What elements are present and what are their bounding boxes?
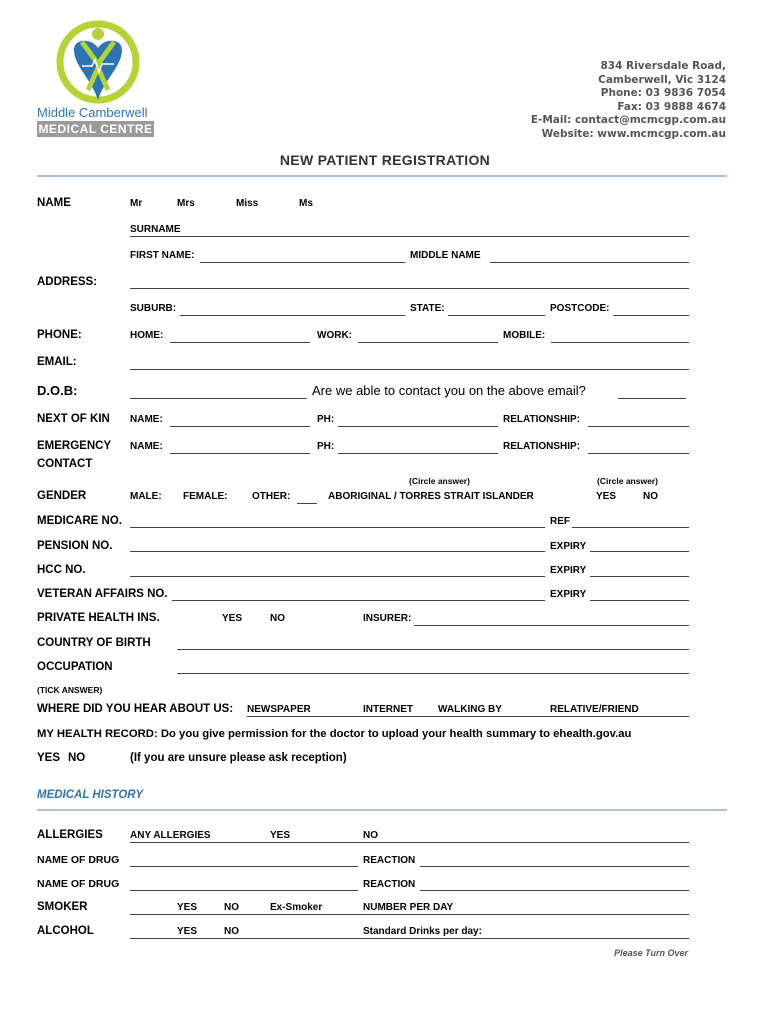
- clinic-address-block: [531, 60, 726, 141]
- allergies-no[interactable]: NO: [363, 830, 378, 841]
- country-of-birth-field[interactable]: [177, 649, 689, 650]
- country-of-birth-label: COUNTRY OF BIRTH: [37, 637, 151, 649]
- nok-name-label: NAME:: [130, 414, 163, 425]
- medicare-label: MEDICARE NO.: [37, 515, 122, 527]
- mobile-field[interactable]: [551, 342, 689, 343]
- nok-name-field[interactable]: [170, 426, 310, 427]
- hcc-field[interactable]: [130, 576, 545, 577]
- private-health-no[interactable]: NO: [270, 613, 285, 624]
- title-mr[interactable]: Mr: [130, 198, 143, 209]
- drug-name-field-2[interactable]: [130, 890, 358, 891]
- any-allergies-label: ANY ALLERGIES: [130, 830, 211, 841]
- reaction-label-1: REACTION: [363, 855, 416, 866]
- address-line1: 834 Riversdale Road,: [600, 60, 726, 72]
- hcc-label: HCC NO.: [37, 564, 86, 576]
- circle-answer-note-2: (Circle answer): [597, 476, 658, 486]
- address-label: ADDRESS:: [37, 276, 98, 288]
- drug-name-label-1: NAME OF DRUG: [37, 854, 120, 866]
- pension-expiry-field[interactable]: [590, 551, 689, 552]
- aboriginal-label: ABORIGINAL / TORRES STRAIT ISLANDER: [328, 491, 534, 502]
- clinic-fax: Fax: 03 9888 4674: [617, 100, 726, 113]
- please-turn-over: Please Turn Over: [614, 948, 688, 958]
- state-field[interactable]: [448, 315, 545, 316]
- nok-relationship-label: RELATIONSHIP:: [503, 414, 581, 425]
- home-phone-field[interactable]: [170, 342, 310, 343]
- where-hear-rule: [247, 716, 689, 717]
- veteran-expiry-label: EXPIRY: [550, 589, 587, 600]
- smoker-no[interactable]: NO: [224, 902, 239, 913]
- insurer-label: INSURER:: [363, 613, 412, 624]
- clinic-name-line1: Middle Camberwell: [37, 105, 148, 120]
- contact-email-question: Are we able to contact you on the above email?: [312, 383, 586, 398]
- circle-answer-note-1: (Circle answer): [409, 476, 470, 486]
- nok-phone-field[interactable]: [338, 426, 498, 427]
- veteran-label: VETERAN AFFAIRS NO.: [37, 588, 168, 600]
- emergency-label: EMERGENCY: [37, 440, 112, 452]
- home-phone-label: HOME:: [130, 330, 164, 341]
- hcc-expiry-label: EXPIRY: [550, 565, 587, 576]
- dob-field[interactable]: [130, 398, 307, 399]
- drug-name-label-2: NAME OF DRUG: [37, 878, 120, 890]
- reaction-field-1[interactable]: [420, 866, 689, 867]
- allergies-yes[interactable]: YES: [270, 830, 291, 841]
- postcode-label: POSTCODE:: [550, 303, 610, 314]
- first-name-label: FIRST NAME:: [130, 250, 195, 261]
- gender-female[interactable]: FEMALE:: [183, 491, 228, 502]
- emergency-phone-field[interactable]: [338, 453, 498, 454]
- ex-smoker-option[interactable]: Ex-Smoker: [270, 902, 323, 913]
- title-miss[interactable]: Miss: [236, 198, 259, 209]
- reaction-label-2: REACTION: [363, 879, 416, 890]
- pension-label: PENSION NO.: [37, 540, 113, 552]
- middle-name-label: MIDDLE NAME: [410, 250, 481, 261]
- contact-email-answer-field[interactable]: [618, 398, 686, 399]
- first-name-field[interactable]: [200, 262, 405, 263]
- alcohol-yes[interactable]: YES: [177, 926, 198, 937]
- occupation-field[interactable]: [177, 673, 689, 674]
- where-hear-label: WHERE DID YOU HEAR ABOUT US:: [37, 703, 234, 715]
- work-phone-field[interactable]: [358, 342, 498, 343]
- suburb-label: SUBURB:: [130, 303, 177, 314]
- medicare-field[interactable]: [130, 527, 545, 528]
- nok-relationship-field[interactable]: [588, 426, 689, 427]
- surname-field[interactable]: [130, 236, 689, 237]
- aboriginal-no[interactable]: NO: [643, 491, 658, 502]
- clinic-website: Website: www.mcmcgp.com.au: [541, 127, 726, 140]
- drug-name-field-1[interactable]: [130, 866, 358, 867]
- smoker-yes[interactable]: YES: [177, 902, 198, 913]
- veteran-expiry-field[interactable]: [590, 600, 689, 601]
- private-health-yes[interactable]: YES: [222, 613, 243, 624]
- unsure-note: (If you are unsure please ask reception): [130, 752, 347, 764]
- option-newspaper[interactable]: NEWSPAPER: [247, 704, 311, 715]
- aboriginal-yes[interactable]: YES: [596, 491, 617, 502]
- private-health-label: PRIVATE HEALTH INS.: [37, 612, 160, 624]
- emergency-name-label: NAME:: [130, 441, 163, 452]
- smoker-rule: [130, 914, 689, 915]
- address-line2: Camberwell, Vic 3124: [598, 73, 726, 86]
- nok-phone-label: PH:: [317, 414, 335, 425]
- title-rule: [37, 175, 727, 177]
- emergency-relationship-label: RELATIONSHIP:: [503, 441, 581, 452]
- dob-label: D.O.B:: [37, 383, 78, 398]
- postcode-field[interactable]: [613, 315, 689, 316]
- alcohol-no[interactable]: NO: [224, 926, 239, 937]
- tick-answer-note: (TICK ANSWER): [37, 685, 103, 695]
- medicare-ref-field[interactable]: [572, 527, 689, 528]
- clinic-phone: Phone: 03 9836 7054: [600, 87, 726, 99]
- option-internet[interactable]: INTERNET: [363, 704, 413, 715]
- my-health-record-question: MY HEALTH RECORD: Do you give permission for the doctor to upload your health summary to ehealth.gov.au: [37, 728, 632, 740]
- gender-label: GENDER: [37, 490, 87, 502]
- emergency-name-field[interactable]: [170, 453, 310, 454]
- middle-name-field[interactable]: [490, 262, 689, 263]
- work-phone-label: WORK:: [317, 330, 352, 341]
- name-label: NAME: [37, 197, 71, 209]
- surname-label: SURNAME: [130, 224, 181, 235]
- clinic-email: E-Mail: contact@mcmcgp.com.au: [530, 114, 726, 126]
- my-health-no[interactable]: NO: [68, 752, 86, 764]
- pension-expiry-label: EXPIRY: [550, 541, 587, 552]
- gender-other[interactable]: OTHER:: [252, 491, 291, 502]
- medical-history-heading: MEDICAL HISTORY: [37, 789, 144, 801]
- email-label: EMAIL:: [37, 356, 77, 368]
- gender-other-field[interactable]: [297, 503, 317, 504]
- number-per-day-label: NUMBER PER DAY: [363, 902, 454, 913]
- allergies-label: ALLERGIES: [37, 829, 103, 841]
- suburb-field[interactable]: [180, 315, 405, 316]
- medical-history-rule: [37, 809, 727, 811]
- alcohol-label: ALCOHOL: [37, 925, 94, 937]
- option-relative-friend[interactable]: RELATIVE/FRIEND: [550, 704, 639, 715]
- gender-male[interactable]: MALE:: [130, 491, 162, 502]
- alcohol-rule: [130, 938, 689, 939]
- my-health-yes[interactable]: YES: [37, 752, 61, 764]
- contact-label: CONTACT: [37, 458, 93, 470]
- state-label: STATE:: [410, 303, 445, 314]
- next-of-kin-label: NEXT OF KIN: [37, 413, 110, 425]
- allergies-rule: [130, 842, 689, 843]
- mobile-label: MOBILE:: [503, 330, 546, 341]
- title-ms[interactable]: Ms: [299, 198, 313, 209]
- standard-drinks-label: Standard Drinks per day:: [363, 926, 482, 937]
- clinic-name-line2: MEDICAL CENTRE: [38, 122, 153, 136]
- address-field[interactable]: [130, 288, 689, 289]
- clinic-logo: [52, 20, 144, 104]
- pension-field[interactable]: [130, 551, 545, 552]
- hcc-expiry-field[interactable]: [590, 576, 689, 577]
- emergency-phone-label: PH:: [317, 441, 335, 452]
- option-walking-by[interactable]: WALKING BY: [438, 704, 502, 715]
- phone-label: PHONE:: [37, 329, 82, 341]
- title-mrs[interactable]: Mrs: [177, 198, 195, 209]
- smoker-label: SMOKER: [37, 901, 88, 913]
- email-field[interactable]: [130, 369, 689, 370]
- reaction-field-2[interactable]: [420, 890, 689, 891]
- veteran-field[interactable]: [172, 600, 545, 601]
- form-title: NEW PATIENT REGISTRATION: [279, 152, 491, 168]
- emergency-relationship-field[interactable]: [588, 453, 689, 454]
- occupation-label: OCCUPATION: [37, 661, 113, 673]
- insurer-field[interactable]: [414, 625, 689, 626]
- medicare-ref-label: REF: [550, 516, 570, 527]
